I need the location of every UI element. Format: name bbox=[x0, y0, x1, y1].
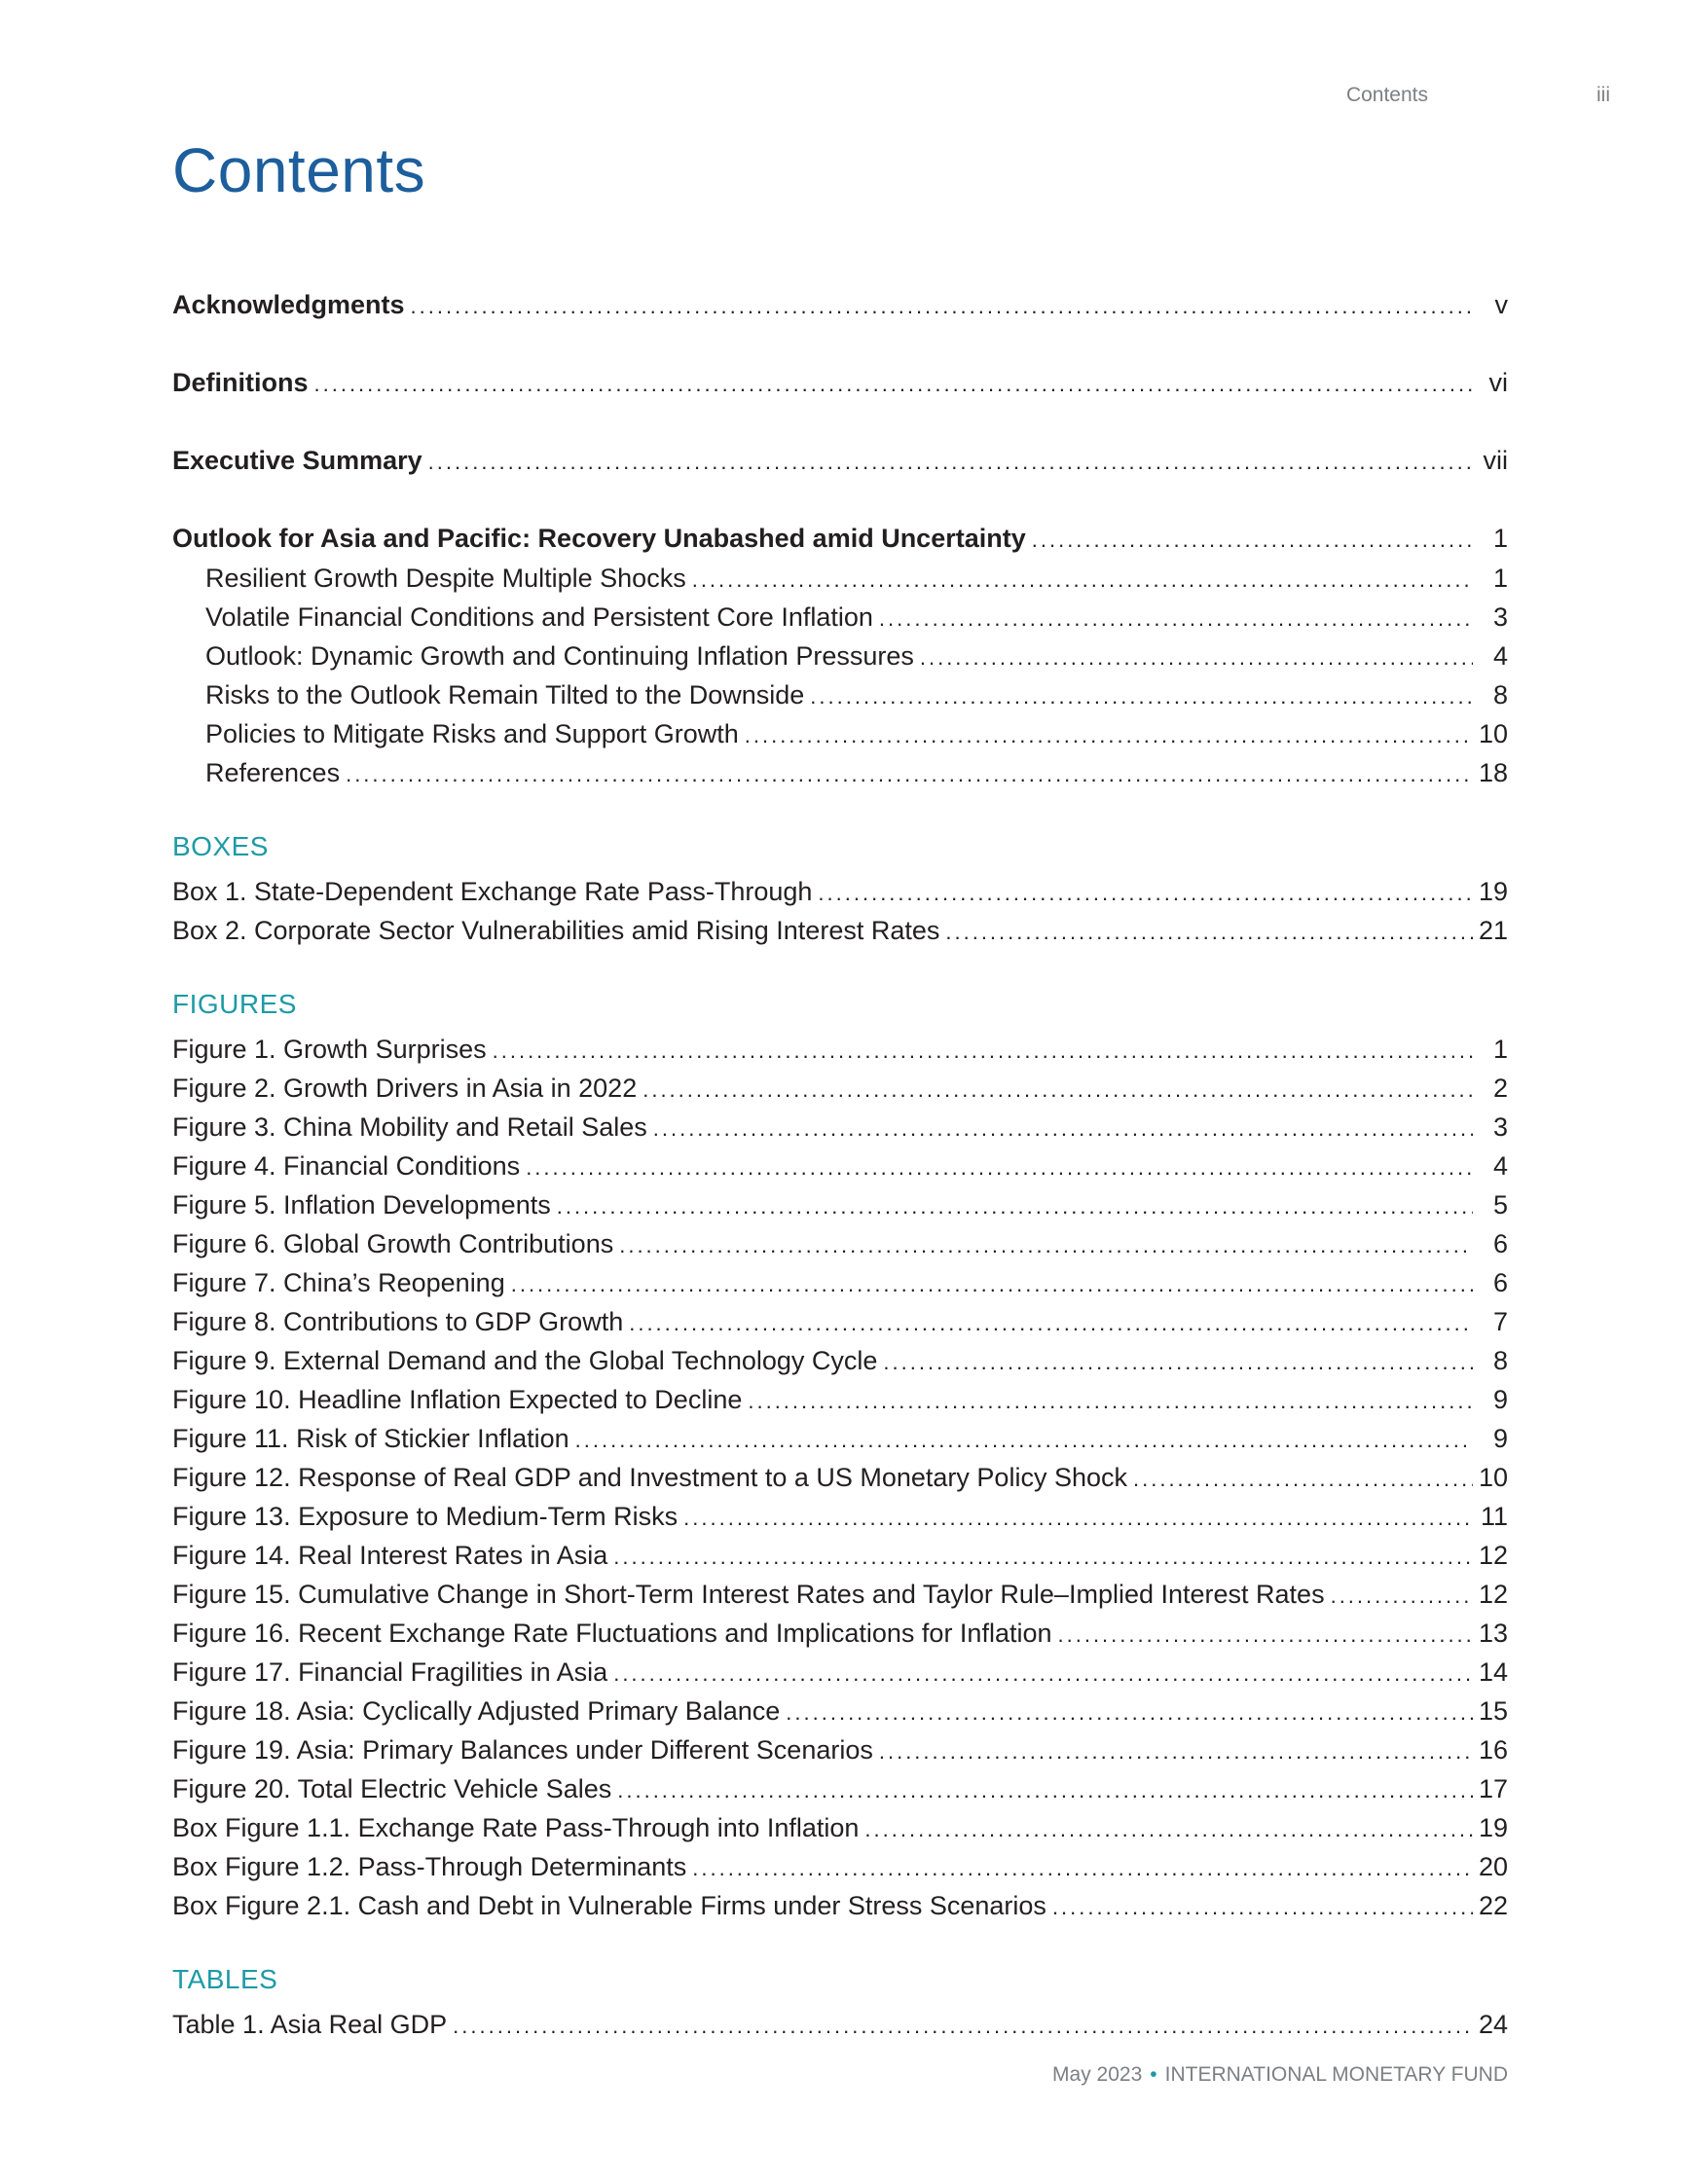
running-header-section: Contents bbox=[1345, 84, 1428, 106]
dot-leader bbox=[864, 1813, 1473, 1846]
toc-entry-page: 12 bbox=[1478, 1580, 1508, 1609]
toc-entry-page: vi bbox=[1488, 368, 1508, 397]
toc-entry-label: Figure 13. Exposure to Medium-Term Risks bbox=[172, 1502, 679, 1531]
dot-leader bbox=[879, 1735, 1473, 1768]
toc-entry-page: 10 bbox=[1478, 1463, 1508, 1492]
toc-entry-label: Figure 11. Risk of Stickier Inflation bbox=[172, 1424, 569, 1453]
toc-figure-entry[interactable] bbox=[172, 1694, 1508, 1728]
toc-entry-page: 11 bbox=[1480, 1502, 1508, 1531]
dot-leader bbox=[1331, 1580, 1473, 1613]
toc-entry-label: Policies to Mitigate Risks and Support Growth bbox=[205, 719, 739, 748]
toc-entry-label: Box 2. Corporate Sector Vulnerabilities amid Rising Interest Rates bbox=[172, 916, 940, 945]
footer-date: May 2023 bbox=[1052, 2063, 1143, 2086]
section-heading-boxes: BOXES bbox=[172, 831, 269, 861]
toc-entry-label: Box Figure 1.1. Exchange Rate Pass-Through into Inflation bbox=[172, 1813, 860, 1842]
running-header bbox=[0, 84, 1610, 113]
toc-entry-label: Definitions bbox=[172, 368, 309, 397]
toc-entry-page: 19 bbox=[1478, 1813, 1508, 1842]
dot-leader bbox=[883, 1346, 1473, 1379]
section-heading-figures: FIGURES bbox=[172, 989, 297, 1019]
toc-entry-label: Figure 2. Growth Drivers in Asia in 2022 bbox=[172, 1074, 638, 1103]
toc-entry-label: References bbox=[205, 758, 341, 787]
dot-leader bbox=[617, 1774, 1473, 1807]
toc-entry-page: 22 bbox=[1478, 1891, 1508, 1920]
toc-figure-entry[interactable] bbox=[172, 1889, 1508, 1922]
toc-subentry[interactable] bbox=[205, 717, 1508, 750]
toc-entry-label: Resilient Growth Despite Multiple Shocks bbox=[205, 564, 686, 593]
toc-entry-page: 6 bbox=[1492, 1268, 1508, 1297]
dot-leader bbox=[453, 2010, 1473, 2043]
dot-leader bbox=[575, 1424, 1473, 1457]
toc-subentry[interactable] bbox=[205, 639, 1508, 673]
toc-entry-label: Figure 18. Asia: Cyclically Adjusted Primary Balance bbox=[172, 1696, 781, 1726]
toc-entry-page: 1 bbox=[1492, 564, 1508, 593]
toc-entry-page: 12 bbox=[1478, 1541, 1508, 1570]
dot-leader bbox=[642, 1074, 1473, 1107]
dot-leader bbox=[653, 1112, 1473, 1146]
toc-entry-label: Figure 17. Financial Fragilities in Asia bbox=[172, 1657, 608, 1687]
toc-entry-label: Figure 9. External Demand and the Global Technology Cycle bbox=[172, 1346, 878, 1375]
toc-entry-label: Volatile Financial Conditions and Persistent Core Inflation bbox=[205, 602, 873, 632]
dot-leader bbox=[1133, 1463, 1473, 1496]
toc-entry-page: 1 bbox=[1492, 524, 1508, 553]
dot-leader bbox=[683, 1502, 1473, 1535]
toc-entry-label: Figure 15. Cumulative Change in Short-Term Interest Rates and Taylor Rule–Implied Interest Rates bbox=[172, 1580, 1325, 1609]
toc-figure-entry[interactable] bbox=[172, 1500, 1508, 1533]
toc-box-entry[interactable] bbox=[172, 875, 1508, 908]
toc-figure-entry[interactable] bbox=[172, 1305, 1508, 1338]
toc-entry-page: 17 bbox=[1478, 1774, 1508, 1803]
toc-entry-label: Figure 20. Total Electric Vehicle Sales bbox=[172, 1774, 612, 1803]
toc-entry-label: Figure 1. Growth Surprises bbox=[172, 1035, 487, 1064]
toc-entry-outlook[interactable] bbox=[172, 522, 1508, 555]
toc-entry-page: 18 bbox=[1478, 758, 1508, 787]
toc-figure-entry[interactable] bbox=[172, 1383, 1508, 1416]
dot-leader bbox=[1058, 1619, 1473, 1652]
toc-entry-page: v bbox=[1494, 290, 1508, 319]
toc-figure-entry[interactable] bbox=[172, 1033, 1508, 1066]
toc-entry-page: 19 bbox=[1478, 877, 1508, 906]
toc-entry-label: Risks to the Outlook Remain Tilted to the Downside bbox=[205, 680, 805, 710]
page-title: Contents bbox=[172, 135, 426, 205]
toc-entry-page: 13 bbox=[1478, 1619, 1508, 1648]
toc-entry-label: Outlook: Dynamic Growth and Continuing Inflation Pressures bbox=[205, 641, 914, 671]
toc-figure-entry[interactable] bbox=[172, 1188, 1508, 1221]
dot-leader bbox=[619, 1229, 1473, 1262]
toc-figure-entry[interactable] bbox=[172, 1344, 1508, 1377]
toc-entry-label: Figure 19. Asia: Primary Balances under Different Scenarios bbox=[172, 1735, 873, 1765]
toc-entry-page: 3 bbox=[1492, 1112, 1508, 1142]
toc-entry-page: 4 bbox=[1492, 641, 1508, 671]
dot-leader bbox=[629, 1307, 1473, 1340]
toc-entry-page: 10 bbox=[1478, 719, 1508, 748]
toc-entry-label: Executive Summary bbox=[172, 446, 422, 475]
dot-leader bbox=[692, 564, 1473, 597]
toc-entry-page: 8 bbox=[1492, 680, 1508, 710]
toc-entry-page: 4 bbox=[1492, 1151, 1508, 1181]
toc-figure-entry[interactable] bbox=[172, 1733, 1508, 1766]
dot-leader bbox=[346, 758, 1473, 791]
section-heading-tables: TABLES bbox=[172, 1964, 278, 1994]
toc-entry-page: 6 bbox=[1492, 1229, 1508, 1258]
toc-entry-page: 9 bbox=[1492, 1424, 1508, 1453]
dot-leader bbox=[818, 877, 1473, 910]
toc-entry-page: 8 bbox=[1492, 1346, 1508, 1375]
toc-figure-entry[interactable] bbox=[172, 1578, 1508, 1611]
toc-entry-label: Figure 7. China’s Reopening bbox=[172, 1268, 505, 1297]
dot-leader bbox=[1052, 1891, 1473, 1924]
toc-entry-page: 16 bbox=[1478, 1735, 1508, 1765]
toc-entry-executive-summary[interactable] bbox=[172, 444, 1508, 477]
toc-entry-label: Figure 4. Financial Conditions bbox=[172, 1151, 521, 1181]
dot-leader bbox=[613, 1657, 1473, 1691]
toc-table-entry[interactable] bbox=[172, 2008, 1508, 2041]
toc-entry-label: Box Figure 1.2. Pass-Through Determinants bbox=[172, 1852, 687, 1881]
dot-leader bbox=[411, 290, 1473, 323]
toc-entry-page: 2 bbox=[1492, 1074, 1508, 1103]
toc-entry-page: 20 bbox=[1478, 1852, 1508, 1881]
toc-entry-page: 14 bbox=[1478, 1657, 1508, 1687]
toc-subentry[interactable] bbox=[205, 601, 1508, 634]
toc-entry-label: Table 1. Asia Real GDP bbox=[172, 2010, 448, 2039]
toc-entry-label: Outlook for Asia and Pacific: Recovery Unabashed amid Uncertainty bbox=[172, 524, 1026, 553]
dot-leader bbox=[920, 641, 1473, 674]
page-footer bbox=[1052, 2063, 1508, 2087]
dot-leader bbox=[745, 719, 1473, 752]
toc-figure-entry[interactable] bbox=[172, 1811, 1508, 1844]
page-number: iii bbox=[1596, 84, 1610, 106]
dot-leader bbox=[526, 1151, 1473, 1184]
toc-figure-entry[interactable] bbox=[172, 1539, 1508, 1572]
toc-subentry[interactable] bbox=[205, 756, 1508, 789]
toc-figure-entry[interactable] bbox=[172, 1461, 1508, 1494]
toc-subentry[interactable] bbox=[205, 562, 1508, 595]
toc-entry-label: Figure 16. Recent Exchange Rate Fluctuations and Implications for Inflation bbox=[172, 1619, 1052, 1648]
dot-leader bbox=[511, 1268, 1473, 1301]
toc-entry-acknowledgments[interactable] bbox=[172, 288, 1508, 321]
toc-entry-label: Figure 12. Response of Real GDP and Investment to a US Monetary Policy Shock bbox=[172, 1463, 1127, 1492]
toc-figure-entry[interactable] bbox=[172, 1110, 1508, 1144]
toc-entry-page: 7 bbox=[1492, 1307, 1508, 1336]
toc-entry-label: Acknowledgments bbox=[172, 290, 405, 319]
toc-entry-page: 3 bbox=[1492, 602, 1508, 632]
toc-entry-page: 15 bbox=[1478, 1696, 1508, 1726]
dot-leader bbox=[493, 1035, 1473, 1068]
toc-entry-label: Figure 5. Inflation Developments bbox=[172, 1190, 551, 1219]
footer-bullet: • bbox=[1150, 2063, 1157, 2086]
toc-entry-label: Box 1. State-Dependent Exchange Rate Pass-Through bbox=[172, 877, 813, 906]
toc-figure-entry[interactable] bbox=[172, 1149, 1508, 1183]
dot-leader bbox=[879, 602, 1473, 636]
toc-figure-entry[interactable] bbox=[172, 1227, 1508, 1260]
toc-entry-label: Figure 14. Real Interest Rates in Asia bbox=[172, 1541, 608, 1570]
toc-figure-entry[interactable] bbox=[172, 1656, 1508, 1689]
toc-box-entry[interactable] bbox=[172, 914, 1508, 947]
toc-figure-entry[interactable] bbox=[172, 1072, 1508, 1105]
dot-leader bbox=[786, 1696, 1473, 1729]
toc-figure-entry[interactable] bbox=[172, 1772, 1508, 1805]
dot-leader bbox=[945, 916, 1473, 949]
toc-subentry[interactable] bbox=[205, 678, 1508, 711]
footer-publisher: INTERNATIONAL MONETARY FUND bbox=[1164, 2063, 1508, 2086]
dot-leader bbox=[692, 1852, 1473, 1885]
toc-figure-entry[interactable] bbox=[172, 1617, 1508, 1650]
toc-entry-page: 1 bbox=[1492, 1035, 1508, 1064]
toc-figure-entry[interactable] bbox=[172, 1422, 1508, 1455]
toc-entry-label: Box Figure 2.1. Cash and Debt in Vulnerable Firms under Stress Scenarios bbox=[172, 1891, 1046, 1920]
dot-leader bbox=[428, 446, 1473, 479]
dot-leader bbox=[557, 1190, 1473, 1223]
dot-leader bbox=[314, 368, 1474, 401]
toc-entry-definitions[interactable] bbox=[172, 366, 1508, 399]
toc-figure-entry[interactable] bbox=[172, 1266, 1508, 1299]
toc-figure-entry[interactable] bbox=[172, 1850, 1508, 1883]
toc-entry-label: Figure 3. China Mobility and Retail Sales bbox=[172, 1112, 647, 1142]
toc-entry-page: 9 bbox=[1492, 1385, 1508, 1414]
toc-entry-page: 21 bbox=[1478, 916, 1508, 945]
toc-entry-label: Figure 8. Contributions to GDP Growth bbox=[172, 1307, 624, 1336]
toc-entry-page: vii bbox=[1483, 446, 1508, 475]
dot-leader bbox=[613, 1541, 1473, 1574]
toc-entry-page: 24 bbox=[1478, 2010, 1508, 2039]
toc-entry-label: Figure 6. Global Growth Contributions bbox=[172, 1229, 614, 1258]
toc-entry-label: Figure 10. Headline Inflation Expected to Decline bbox=[172, 1385, 743, 1414]
dot-leader bbox=[748, 1385, 1473, 1418]
dot-leader bbox=[1032, 524, 1473, 557]
toc-entry-page: 5 bbox=[1492, 1190, 1508, 1219]
dot-leader bbox=[810, 680, 1473, 713]
